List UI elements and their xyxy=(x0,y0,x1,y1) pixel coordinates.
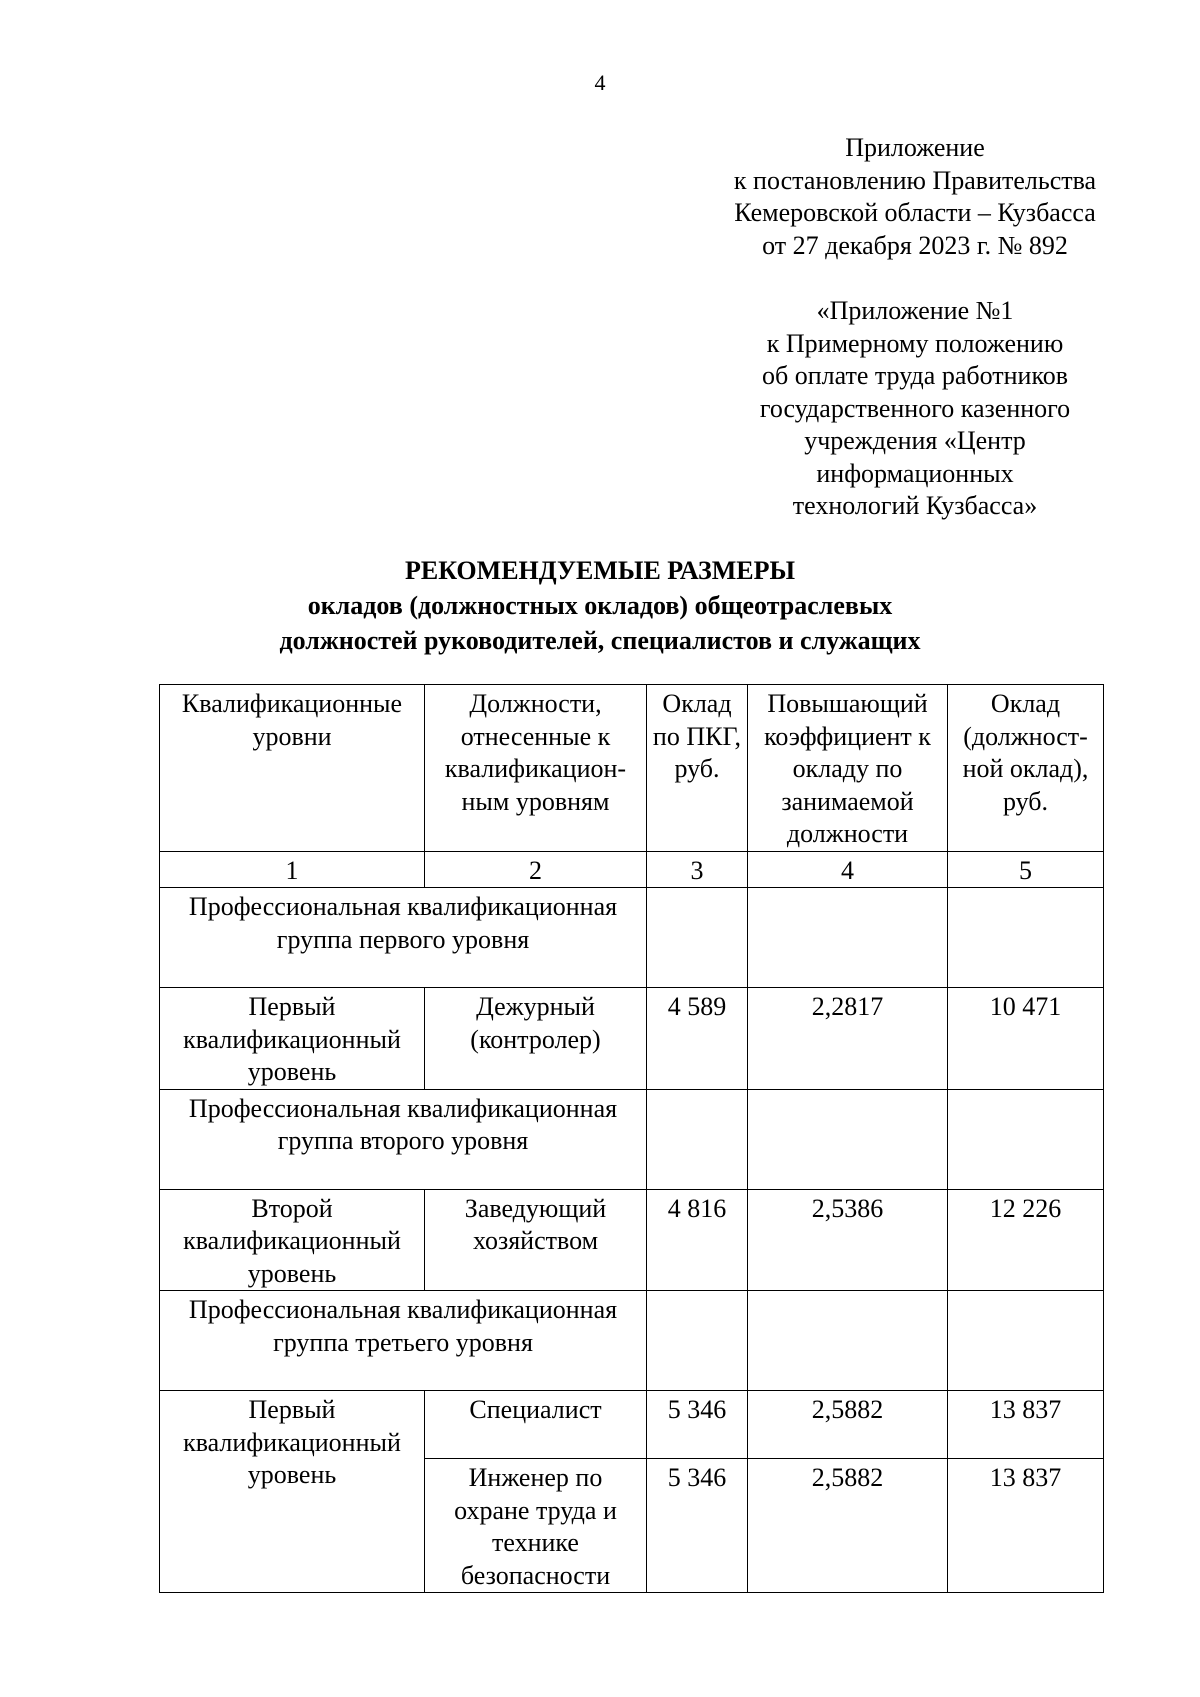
empty-cell xyxy=(647,1089,748,1189)
empty-cell xyxy=(948,1291,1104,1391)
empty-cell xyxy=(748,888,948,988)
group-title-row xyxy=(160,888,1104,988)
appendix-1-line: информационных xyxy=(816,458,1014,488)
empty-cell xyxy=(647,888,748,988)
qualification-level: Второй квалификационный уровень xyxy=(160,1189,425,1291)
appendix-line: от 27 декабря 2023 г. № 892 xyxy=(762,230,1068,260)
appendix-1-line: учреждения «Центр xyxy=(804,426,1026,455)
title-line-3: должностей руководителей, специалистов и служащих xyxy=(279,626,921,655)
title-line-1: РЕКОМЕНДУЕМЫЕ РАЗМЕРЫ xyxy=(405,556,795,585)
salary-table xyxy=(159,684,1104,1593)
column-number: 1 xyxy=(160,851,425,888)
group-title: Профессиональная квалификационная группа первого уровня xyxy=(160,888,647,988)
appendix-1-block xyxy=(700,295,1130,523)
base-salary: 5 346 xyxy=(647,1391,748,1459)
coefficient: 2,5882 xyxy=(748,1459,948,1593)
appendix-1-line: «Приложение №1 xyxy=(816,296,1014,325)
column-number: 2 xyxy=(425,851,647,888)
coefficient: 2,5882 xyxy=(748,1391,948,1459)
appendix-line: Приложение xyxy=(845,133,985,162)
table-row xyxy=(160,1189,1104,1291)
appendix-1-line: технологий Кузбасса» xyxy=(792,491,1038,520)
column-number: 4 xyxy=(748,851,948,888)
group-title: Профессиональная квалификационная группа третьего уровня xyxy=(160,1291,647,1391)
salary: 13 837 xyxy=(948,1459,1104,1593)
empty-cell xyxy=(748,1089,948,1189)
appendix-1-line: об оплате труда работников xyxy=(761,361,1069,390)
header-salary: Оклад (должност-ной оклад), руб. xyxy=(948,685,1104,852)
column-number: 5 xyxy=(948,851,1104,888)
base-salary: 4 589 xyxy=(647,988,748,1090)
header-qualification-levels: Квалификационные уровни xyxy=(160,685,425,852)
header-positions: Должности, отнесенные к квалификацион-ным уровням xyxy=(425,685,647,852)
position-name: Дежурный (контролер) xyxy=(425,988,647,1090)
empty-cell xyxy=(948,888,1104,988)
appendix-line: Кемеровской области – Кузбасса xyxy=(734,198,1096,227)
header-base-salary: Оклад по ПКГ, руб. xyxy=(647,685,748,852)
page-number: 4 xyxy=(594,70,606,95)
appendix-block xyxy=(700,132,1130,262)
empty-cell xyxy=(948,1089,1104,1189)
position-name: Специалист xyxy=(425,1391,647,1459)
document-title xyxy=(0,553,1200,658)
qualification-level: Первый квалификационный уровень xyxy=(160,988,425,1090)
position-name: Инженер по охране труда и технике безопасности xyxy=(425,1459,647,1593)
table-row xyxy=(160,988,1104,1090)
group-title: Профессиональная квалификационная группа второго уровня xyxy=(160,1089,647,1189)
coefficient: 2,5386 xyxy=(748,1189,948,1291)
position-name: Заведующий хозяйством xyxy=(425,1189,647,1291)
coefficient: 2,2817 xyxy=(748,988,948,1090)
title-line-2: окладов (должностных окладов) общеотраслевых xyxy=(307,591,893,620)
column-number: 3 xyxy=(647,851,748,888)
base-salary: 5 346 xyxy=(647,1459,748,1593)
header-coefficient: Повышающий коэффициент к окладу по занимаемой должности xyxy=(748,685,948,852)
empty-cell xyxy=(647,1291,748,1391)
salary: 13 837 xyxy=(948,1391,1104,1459)
appendix-1-line: к Примерному положению xyxy=(766,328,1064,358)
table-row xyxy=(160,1391,1104,1459)
group-title-row xyxy=(160,1291,1104,1391)
appendix-line: к постановлению Правительства xyxy=(733,165,1097,195)
appendix-1-line: государственного казенного xyxy=(759,393,1071,423)
empty-cell xyxy=(748,1291,948,1391)
column-numbers-row xyxy=(160,851,1104,888)
salary: 12 226 xyxy=(948,1189,1104,1291)
qualification-level: Первый квалификационный уровень xyxy=(160,1391,425,1593)
salary: 10 471 xyxy=(948,988,1104,1090)
base-salary: 4 816 xyxy=(647,1189,748,1291)
group-title-row xyxy=(160,1089,1104,1189)
table-header-row xyxy=(160,685,1104,852)
